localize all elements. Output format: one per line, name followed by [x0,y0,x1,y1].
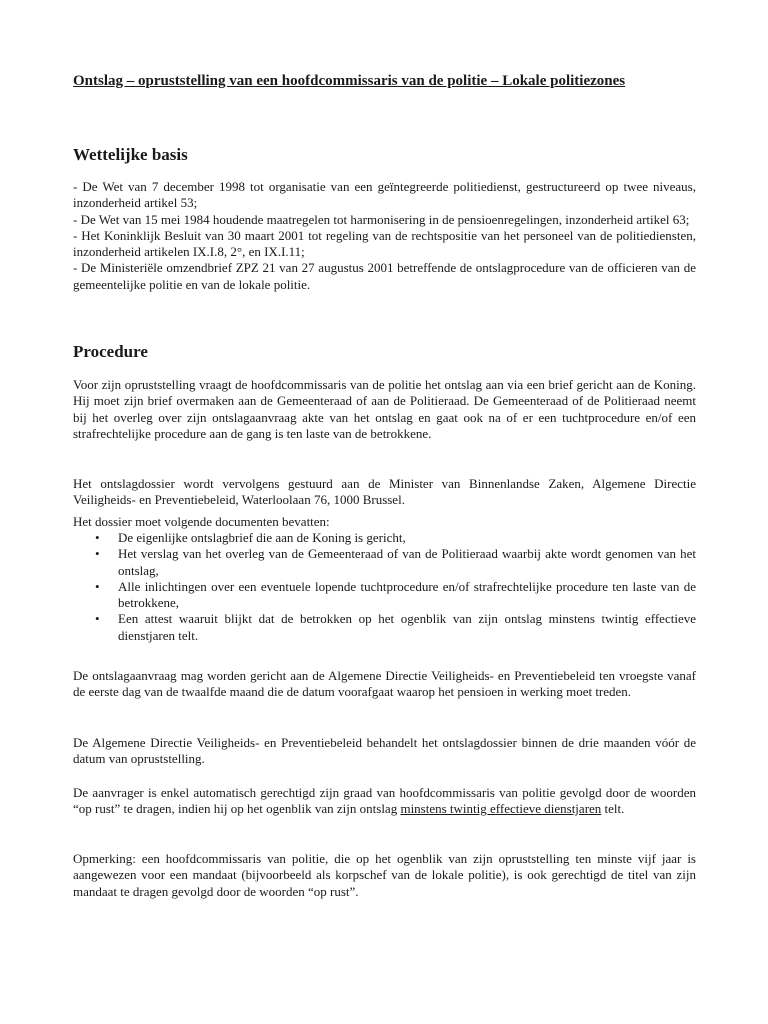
heading-wettelijke-basis: Wettelijke basis [73,145,188,164]
legal-basis-item: - De Wet van 15 mei 1984 houdende maatregelen tot harmonisering in de pensioenregelingen, inzonderheid artikel 63; [73,211,690,227]
procedure-paragraph-1: Voor zijn opruststelling vraagt de hoofdcommissaris van de politie het ontslag aan via een brief gericht aan de Koning. Hij moet zijn brief overmaken aan de Gemeenteraad of aan de Politieraad. De Gemeenteraad of de Politieraad neemt bij het overleg over zijn ontslagaanvraag akte van het ontslag en gaat ook na of er een tuchtprocedure en/of een strafrechtelijke procedure aan de gang is ten laste van de betrokkene. [73,377,696,441]
document-requirements-list [73,530,696,644]
procedure-paragraph-3: Het dossier moet volgende documenten bevatten: [73,514,330,529]
list-item [73,611,696,644]
bullet-icon: • [95,546,100,562]
bullet-icon: • [95,530,100,545]
bullet-icon: • [95,578,100,594]
list-item [73,579,696,612]
legal-basis-item: - Het Koninklijk Besluit van 30 maart 2001 tot regeling van de rechtspositie van het personeel van de politiediensten, inzonderheid artikelen IX.I.8, 2°, en IX.I.11; [73,227,696,260]
bullet-icon: • [95,611,100,627]
procedure-paragraph-2: Het ontslagdossier wordt vervolgens gestuurd aan de Minister van Binnenlandse Zaken, Algemene Directie Veiligheids- en Preventiebeleid, Waterloolaan 76, 1000 Brussel. [73,476,696,508]
paragraph-6-text-start: De aanvrager is enkel automatisch gerechtigd zijn graad van hoofdcommissaris van politie gevolgd door de woorden “op rust” te dragen, indien hij op het ogenblik van zijn ontslag [73,785,696,817]
procedure-paragraph-4: De ontslagaanvraag mag worden gericht aan de Algemene Directie Veiligheids- en Preventiebeleid ten vroegste vanaf de eerste dag van de twaalfde maand die de datum voorafgaat waarop het pensioen in werking moet treden. [73,668,696,700]
paragraph-6-text-end: telt. [601,801,625,817]
procedure-paragraph-6 [73,785,696,818]
underlined-emphasis: minstens twintig effectieve dienstjaren [400,801,602,817]
procedure-paragraph-7: Opmerking: een hoofdcommissaris van politie, die op het ogenblik van zijn opruststelling ten minste vijf jaar is aangewezen voor een mandaat (bijvoorbeeld als korpschef van de lokale politie), is ook gerechtigd de titel van zijn mandaat te dragen gevolgd door de woorden “op rust”. [73,851,696,899]
list-item-text: Het verslag van het overleg van de Gemeenteraad of van de Politieraad waarbij akte wordt genomen van het ontslag, [118,546,696,578]
document-title: Ontslag – opruststelling van een hoofdcommissaris van de politie – Lokale politiezones [73,73,626,89]
list-item-text: De eigenlijke ontslagbrief die aan de Koning is gericht, [118,530,406,545]
list-item [73,530,696,546]
list-item [73,546,696,579]
heading-procedure: Procedure [73,342,148,361]
list-item-text: Een attest waaruit blijkt dat de betrokken op het ogenblik van zijn ontslag minstens twintig effectieve dienstjaren telt. [118,611,696,643]
legal-basis-list [73,179,696,293]
list-item-text: Alle inlichtingen over een eventuele lopende tuchtprocedure en/of strafrechtelijke procedure ten laste van de betrokkene, [118,578,696,611]
legal-basis-item: - De Ministeriële omzendbrief ZPZ 21 van 27 augustus 2001 betreffende de ontslagprocedure van de officieren van de gemeentelijke politie en van de lokale politie. [73,260,696,292]
procedure-paragraph-5: De Algemene Directie Veiligheids- en Preventiebeleid behandelt het ontslagdossier binnen de drie maanden vóór de datum van opruststelling. [73,735,696,767]
legal-basis-item: - De Wet van 7 december 1998 tot organisatie van een geïntegreerde politiedienst, gestructureerd op twee niveaus, inzonderheid artikel 53; [73,179,696,211]
